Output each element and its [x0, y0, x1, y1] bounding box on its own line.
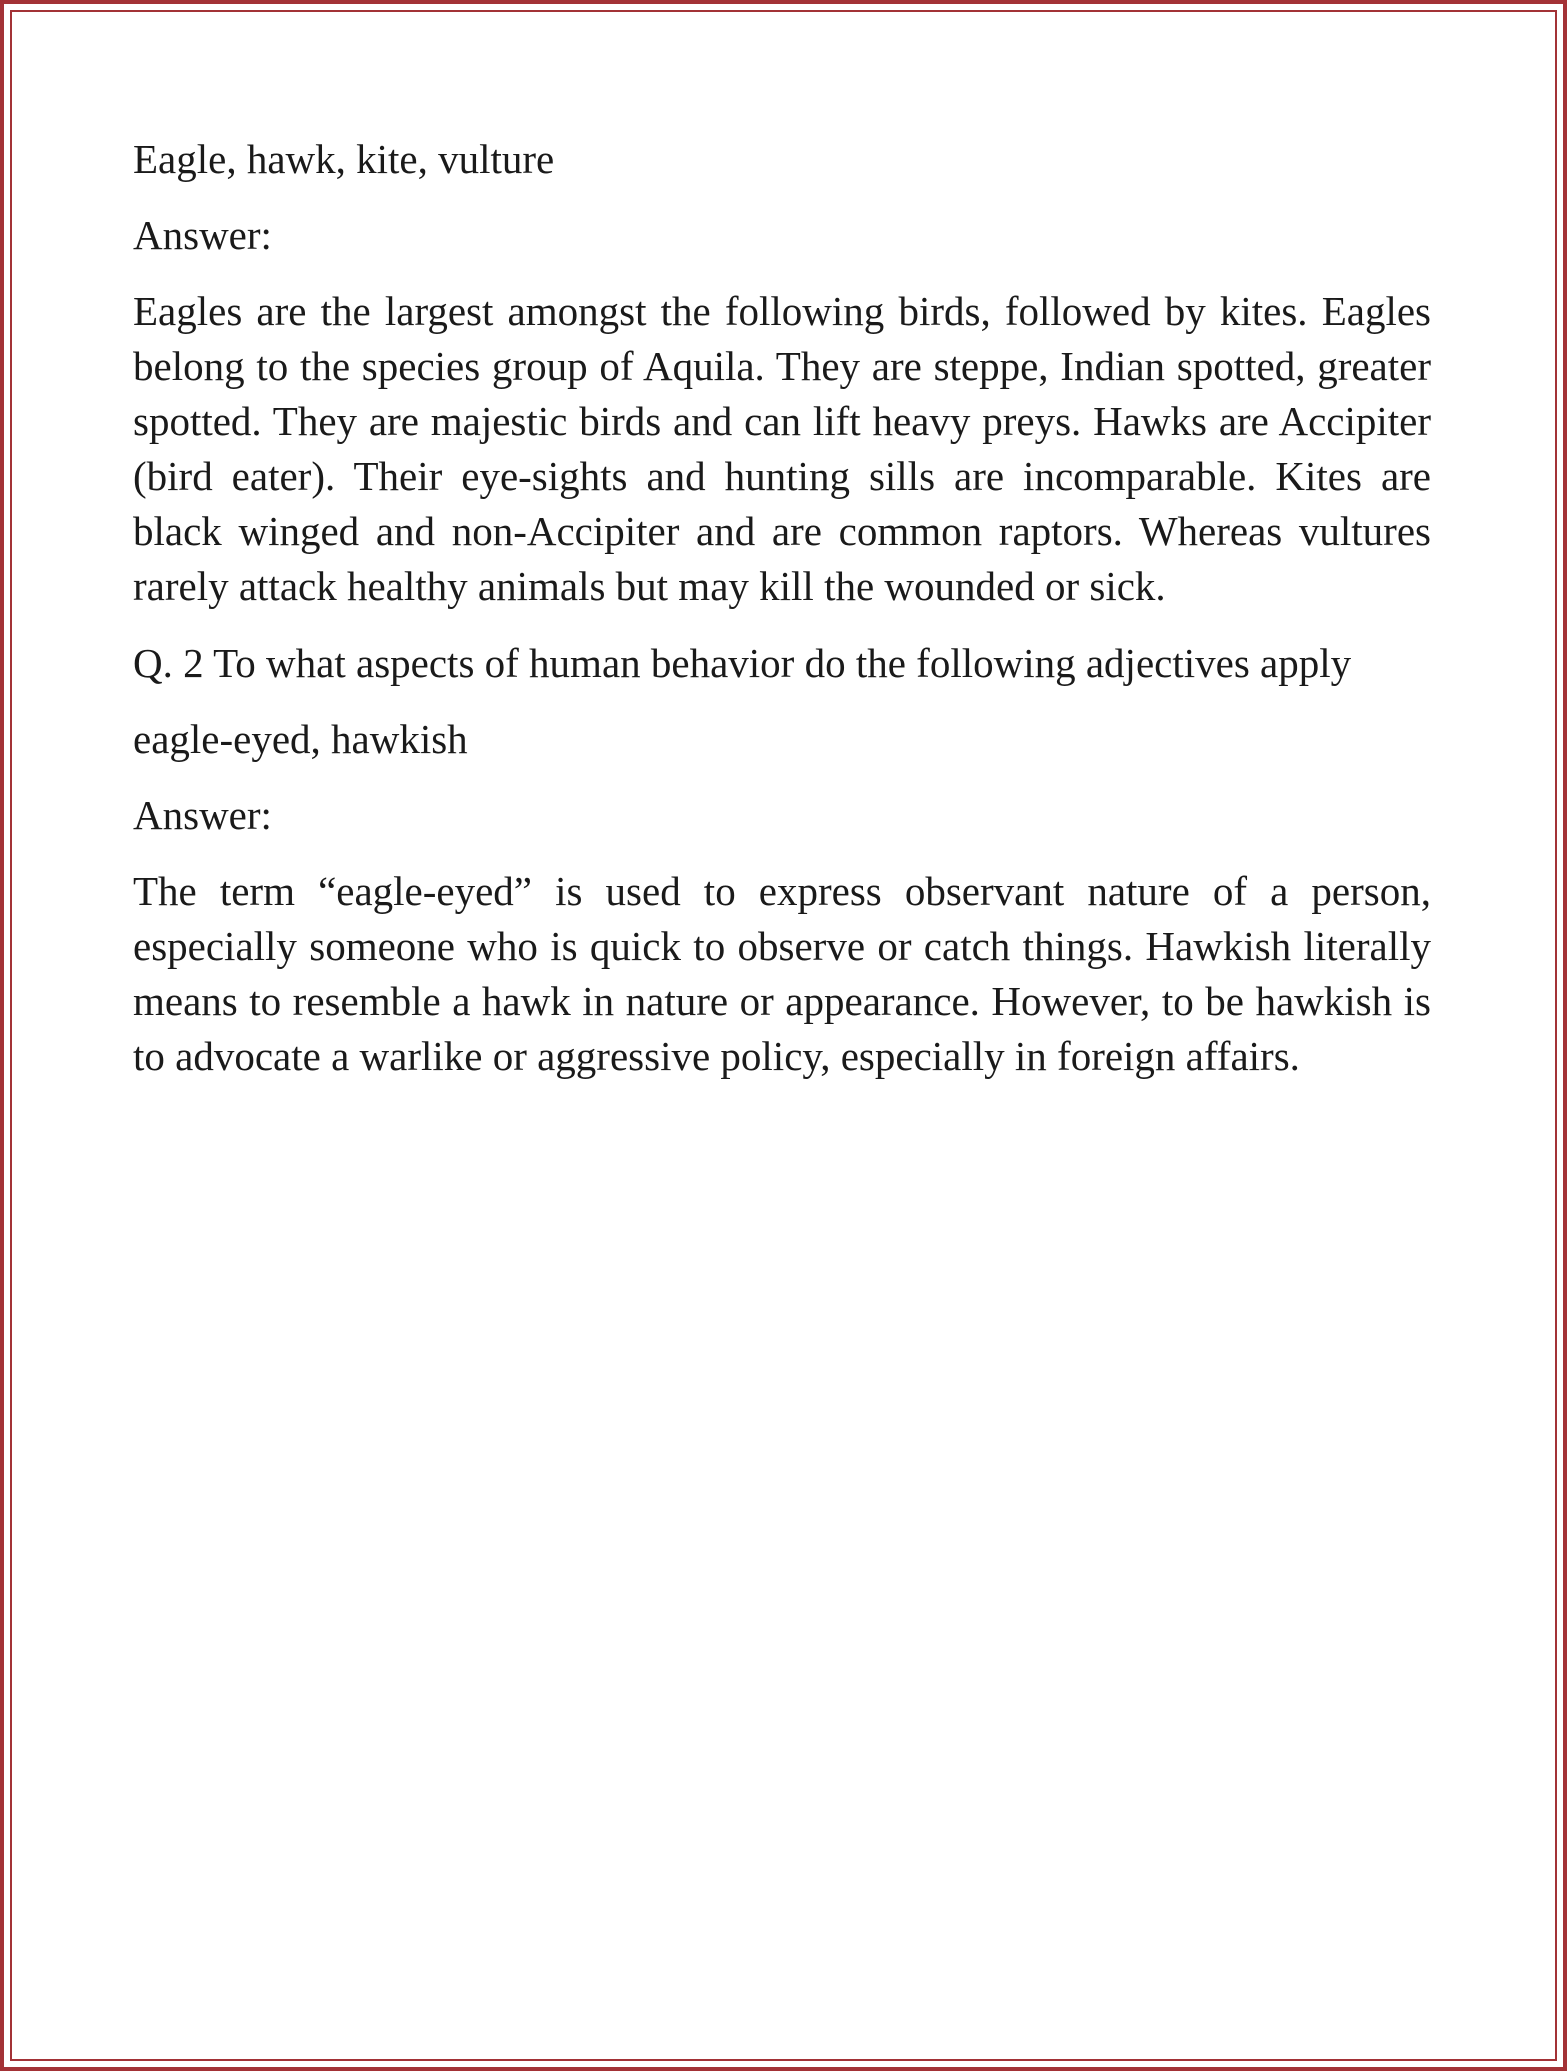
answer-2-text: The term “eagle-eyed” is used to express observant nature of a person, especially someone who is quick to observe or catch things. Hawkish literally means to resemble a hawk in nature or appearance. However, to be hawkish is to advocate a warlike or aggressive policy, especially in foreign affairs.	[133, 868, 1431, 1079]
question-2-title: Q. 2 To what aspects of human behavior do the following adjectives apply	[133, 640, 1352, 686]
document-body	[133, 132, 1431, 1106]
answer-1-text: Eagles are the largest amongst the following birds, followed by kites. Eagles belong to the species group of Aquila. They are steppe, Indian spotted, greater spotted. They are majestic birds and can lift heavy preys. Hawks are Accipiter (bird eater). Their eye-sights and hunting sills are incomparable. Kites are black winged and non-Accipiter and are common raptors. Whereas vultures rarely attack healthy animals but may kill the wounded or sick.	[133, 288, 1431, 609]
question-1-options: Eagle, hawk, kite, vulture	[133, 136, 555, 182]
answer-2-label: Answer:	[133, 792, 272, 838]
question-2-options: eagle-eyed, hawkish	[133, 716, 468, 762]
answer-1-label: Answer:	[133, 212, 272, 258]
